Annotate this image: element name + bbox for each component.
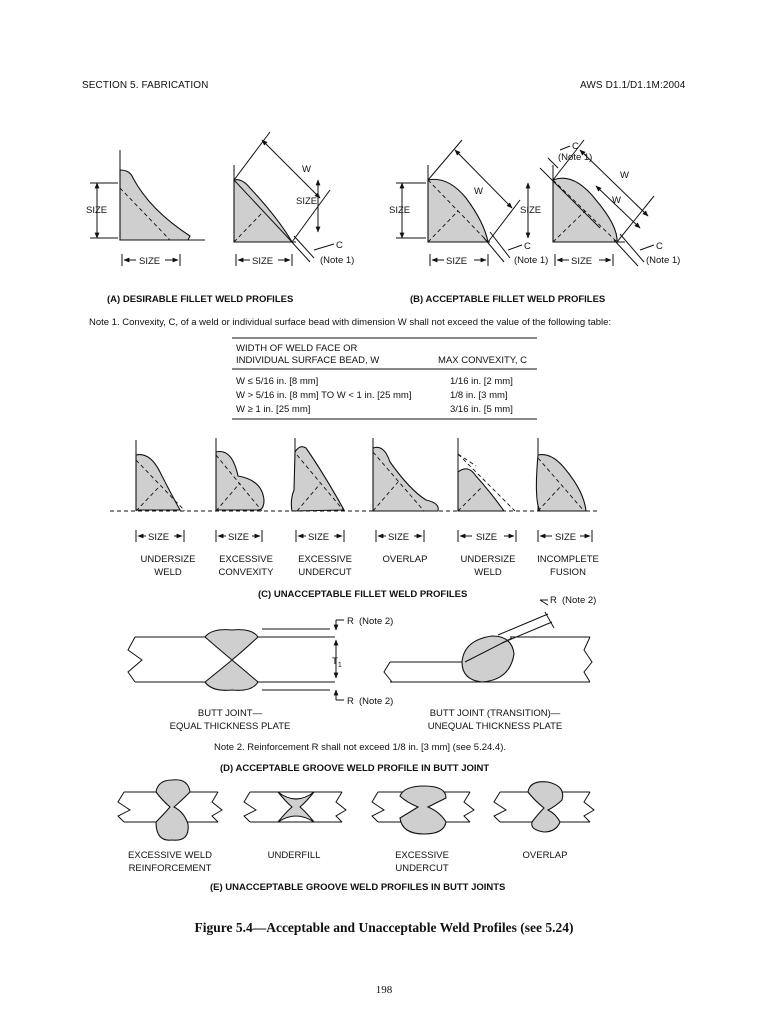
panel-a-desirable-fillet-welds [86,132,354,305]
size-label: SIZE [476,532,498,543]
fillet-profile-excessive-convexity [216,438,264,511]
butt-joint-transition-label-line1: BUTT JOINT (TRANSITION)— [429,708,561,719]
profile-label: WELD [474,567,502,578]
panel-d-caption: (D) ACCEPTABLE GROOVE WELD PROFILE IN BUTT JOINT [220,763,490,774]
c-label: C [656,241,663,252]
size-label: SIZE [296,196,318,207]
running-header-left: SECTION 5. FABRICATION [82,80,209,91]
fillet-profile-undersize-weld [136,440,185,511]
profile-label: EXCESSIVE WELD [128,850,212,861]
panel-c-caption: (C) UNACCEPTABLE FILLET WELD PROFILES [258,589,468,600]
profile-label: UNDERSIZE [460,554,516,565]
panel-a-caption: (A) DESIRABLE FILLET WELD PROFILES [107,294,294,305]
fillet-profile-overlap [373,438,438,511]
groove-profile-excessive-reinforcement [118,780,222,840]
size-label: SIZE [571,256,593,267]
size-label: SIZE [446,256,468,267]
note1-text: Note 1. Convexity, C, of a weld or individual surface bead with dimension W shall not exceed the value of the following table: [89,317,612,328]
profile-label: EXCESSIVE [395,850,449,861]
note2-ref: (Note 2) [562,595,597,606]
note2-ref: (Note 2) [359,616,394,627]
table-row-max: 1/8 in. [3 mm] [450,390,508,401]
r-label: R [550,595,557,606]
fillet-profile-b2 [520,140,680,267]
size-dimensions-row [136,530,592,543]
note1-ref: (Note 1) [558,152,593,163]
size-label: SIZE [228,532,250,543]
size-label: SIZE [520,205,542,216]
note2-text: Note 2. Reinforcement R shall not exceed 1/8 in. [3 mm] (see 5.24.4). [214,742,507,753]
c-label: C [572,141,579,152]
table-row-max: 3/16 in. [5 mm] [450,404,513,415]
size-label: SIZE [139,256,161,267]
profile-label: REINFORCEMENT [128,863,212,874]
groove-profile-underfill [244,792,346,822]
r-label: R [347,616,354,627]
fillet-profile-incomplete-fusion [536,438,586,511]
figure-title: Figure 5.4—Acceptable and Unacceptable Weld Profiles (see 5.24) [194,920,574,935]
panel-d-acceptable-groove-weld [128,595,596,774]
note1-ref: (Note 1) [646,255,681,266]
profile-label: OVERLAP [382,554,428,565]
c-label: C [336,240,343,251]
fillet-profile-excessive-undercut [291,438,344,511]
table-row-width: W ≤ 5/16 in. [8 mm] [236,376,319,387]
w-label: W [620,170,629,181]
note1-ref: (Note 1) [514,255,549,266]
table-header-max-convexity: MAX CONVEXITY, C [438,355,528,366]
panel-b-acceptable-fillet-welds [389,140,680,305]
size-label: SIZE [308,532,330,543]
fillet-profile-b1 [389,140,548,267]
profile-label: EXCESSIVE [219,554,273,565]
t1-label: $T_1$ [332,656,342,669]
panel-b-caption: (B) ACCEPTABLE FILLET WELD PROFILES [410,294,606,305]
convexity-table [232,338,537,419]
w-label: W [302,164,311,175]
groove-profile-overlap [494,782,594,832]
size-label: SIZE [252,256,274,267]
table-row-max: 1/16 in. [2 mm] [450,376,513,387]
profile-label: INCOMPLETE [537,554,599,565]
size-label: SIZE [86,205,108,216]
table-row-width: W > 5/16 in. [8 mm] TO W < 1 in. [25 mm] [236,390,412,401]
size-label: SIZE [555,532,577,543]
profile-label: EXCESSIVE [298,554,352,565]
fillet-profile-a2 [234,132,354,267]
w-label: W [612,195,621,206]
profile-label: UNDERFILL [267,850,321,861]
profile-label: FUSION [550,567,586,578]
butt-joint-unequal-thickness [384,595,596,682]
fillet-profile-a1 [86,150,205,267]
groove-profile-excessive-undercut [372,786,474,834]
table-row-width: W ≥ 1 in. [25 mm] [236,404,311,415]
profile-label: UNDERCUT [298,567,352,578]
page-number: 198 [375,984,393,996]
r-label: R [347,696,354,707]
profile-label: UNDERCUT [395,863,449,874]
panel-e-caption: (E) UNACCEPTABLE GROOVE WELD PROFILES IN BUTT JOINTS [210,882,506,893]
panel-c-unacceptable-fillet-welds [110,438,600,600]
table-header-width-line1: WIDTH OF WELD FACE OR [236,343,358,354]
profile-label: OVERLAP [522,850,568,861]
panel-e-unacceptable-groove-welds [118,780,594,893]
w-label: W [474,186,483,197]
butt-joint-equal-label-line2: EQUAL THICKNESS PLATE [169,721,291,732]
size-label: SIZE [389,205,411,216]
size-label: SIZE [148,532,170,543]
size-label: SIZE [388,532,410,543]
butt-joint-equal-label-line1: BUTT JOINT— [197,708,263,719]
running-header-right: AWS D1.1/D1.1M:2004 [580,80,686,91]
butt-joint-transition-label-line2: UNEQUAL THICKNESS PLATE [427,721,563,732]
profile-label: WELD [154,567,182,578]
c-label: C [524,241,531,252]
profile-label: UNDERSIZE [140,554,196,565]
note2-ref: (Note 2) [359,696,394,707]
profile-label: CONVEXITY [218,567,274,578]
note1-ref: (Note 1) [320,255,355,266]
panel-c-profile-labels [141,554,599,578]
table-header-width-line2: INDIVIDUAL SURFACE BEAD, W [236,355,380,366]
butt-joint-equal-thickness [128,616,393,707]
fillet-profile-undersize-weld-2 [458,438,515,511]
